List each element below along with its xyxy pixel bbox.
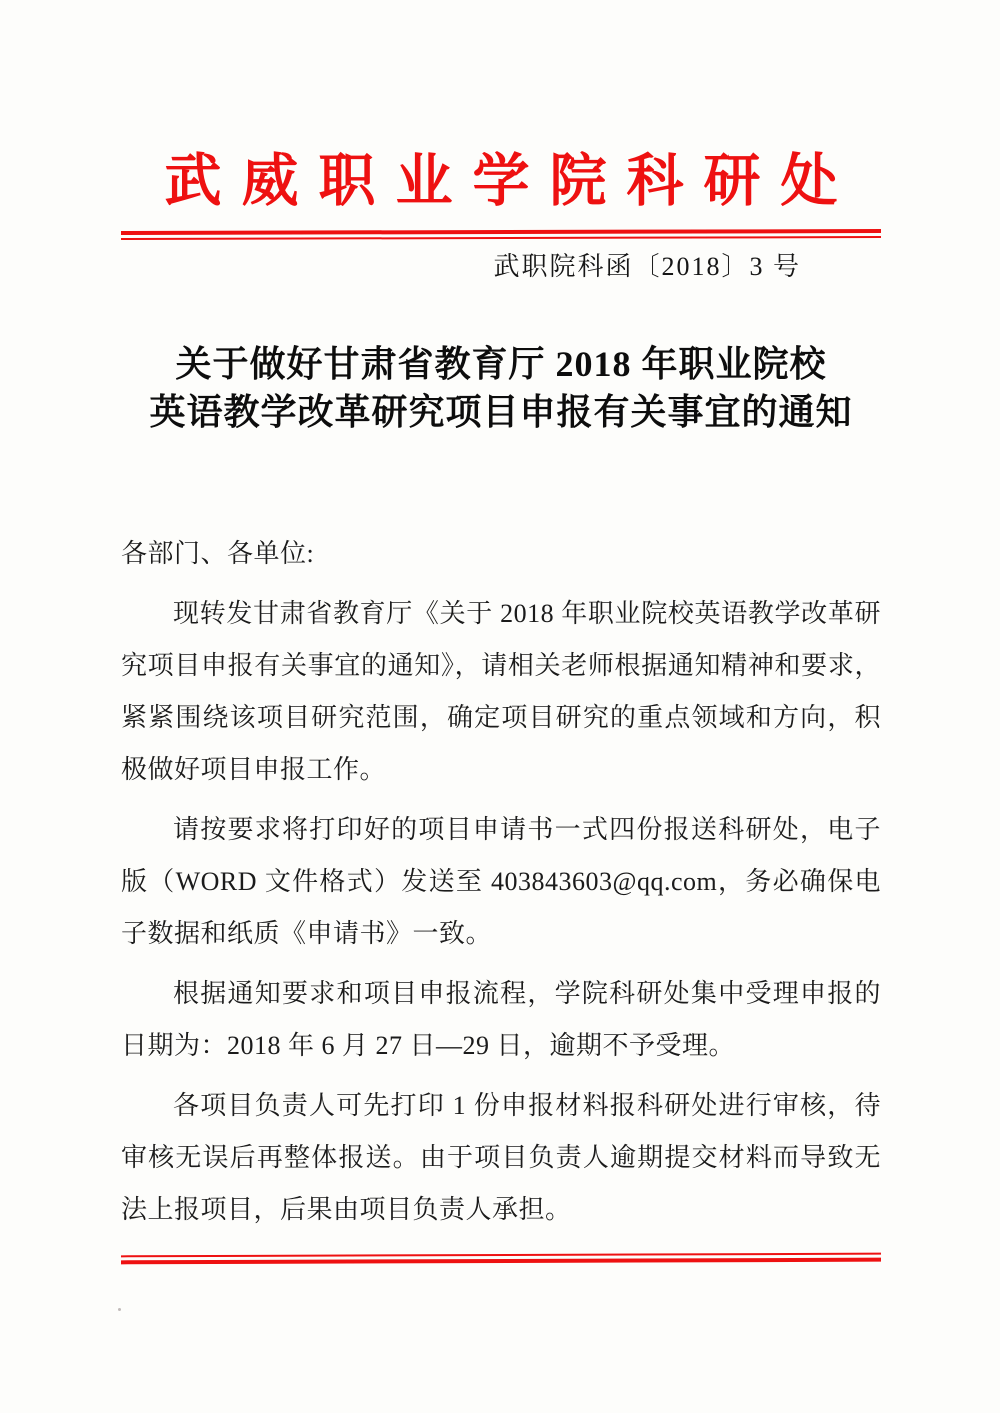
footer-divider	[121, 1253, 881, 1265]
notice-title-line1: 关于做好甘肃省教育厅 2018 年职业院校	[175, 344, 827, 384]
doc-number: 武职院科函〔2018〕3 号	[493, 252, 801, 281]
body-paragraph: 各项目负责人可先打印 1 份申报材料报科研处进行审核，待审核无误后再整体报送。由于项目负责人逾期提交材料而导致无法上报项目，后果由项目负责人承担。	[121, 1091, 881, 1224]
notice-title-line2: 英语教学改革研究项目申报有关事宜的通知	[149, 392, 853, 432]
salutation: 各部门、各单位:	[121, 539, 315, 568]
notice-body	[121, 528, 881, 1236]
body-paragraph: 现转发甘肃省教育厅《关于 2018 年职业院校英语教学改革研究项目申报有关事宜的通知》，请相关老师根据通知精神和要求，紧紧围绕该项目研究范围，确定项目研究的重点领域和方向，积极做好项目申报工作。	[121, 599, 881, 784]
document-content	[0, 146, 1000, 1263]
letterhead-divider	[121, 229, 881, 240]
notice-title	[121, 340, 881, 436]
body-paragraph: 请按要求将打印好的项目申请书一式四份报送科研处，电子版（WORD 文件格式）发送至 403843603@qq.com，务必确保电子数据和纸质《申请书》一致。	[121, 815, 881, 948]
scan-artifact-dot	[118, 1308, 121, 1311]
body-paragraph: 根据通知要求和项目申报流程，学院科研处集中受理申报的日期为：2018 年 6 月 27 日—29 日，逾期不予受理。	[121, 979, 881, 1060]
letterhead-title: 武威职业学院科研处	[164, 150, 858, 213]
